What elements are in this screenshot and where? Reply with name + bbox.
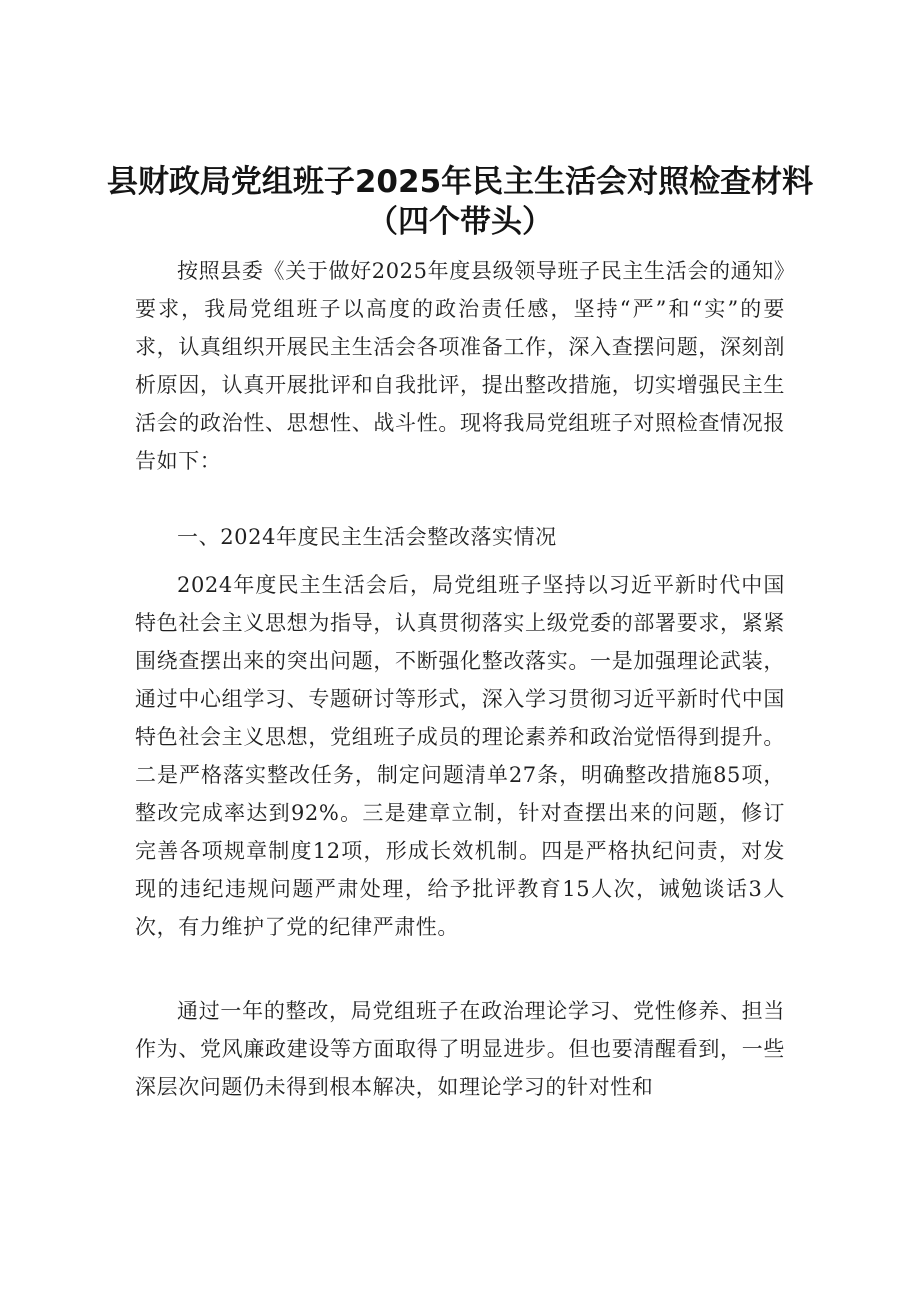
rectification-paragraph: 2024年度民主生活会后，局党组班子坚持以习近平新时代中国特色社会主义思想为指导，认真贯彻落实上级党委的部署要求，紧紧围绕查摆出来的突出问题，不断强化整改落实。一是加强理论武装，通过中心组学习、专题研讨等形式，深入学习贯彻习近平新时代中国特色社会主义思想，党组班子成员的理论素养和政治觉悟得到提升。二是严格落实整改任务，制定问题清单27条，明确整改措施85项，整改完成率达到92%。三是建章立制，针对查摆出来的问题，修订完善各项规章制度12项，形成长效机制。四是严格执纪问责，对发现的违纪违规问题严肃处理，给予批评教育15人次，诫勉谈话3人次，有力维护了党的纪律严肃性。: [135, 573, 785, 939]
progress-paragraph: 通过一年的整改，局党组班子在政治理论学习、党性修养、担当作为、党风廉政建设等方面取得了明显进步。但也要清醒看到，一些深层次问题仍未得到根本解决，如理论学习的针对性和: [135, 999, 785, 1099]
document-subtitle: （四个带头）: [367, 204, 553, 240]
section-heading: 一、2024年度民主生活会整改落实情况: [177, 525, 557, 549]
intro-paragraph: 按照县委《关于做好2025年度县级领导班子民主生活会的通知》要求，我局党组班子以高度的政治责任感，坚持“严”和“实”的要求，认真组织开展民主生活会各项准备工作，深入查摆问题，深刻剖析原因，认真开展批评和自我批评，提出整改措施，切实增强民主生活会的政治性、思想性、战斗性。现将我局党组班子对照检查情况报告如下：: [135, 259, 785, 473]
document-title: 县财政局党组班子2025年民主生活会对照检查材料: [106, 164, 814, 200]
